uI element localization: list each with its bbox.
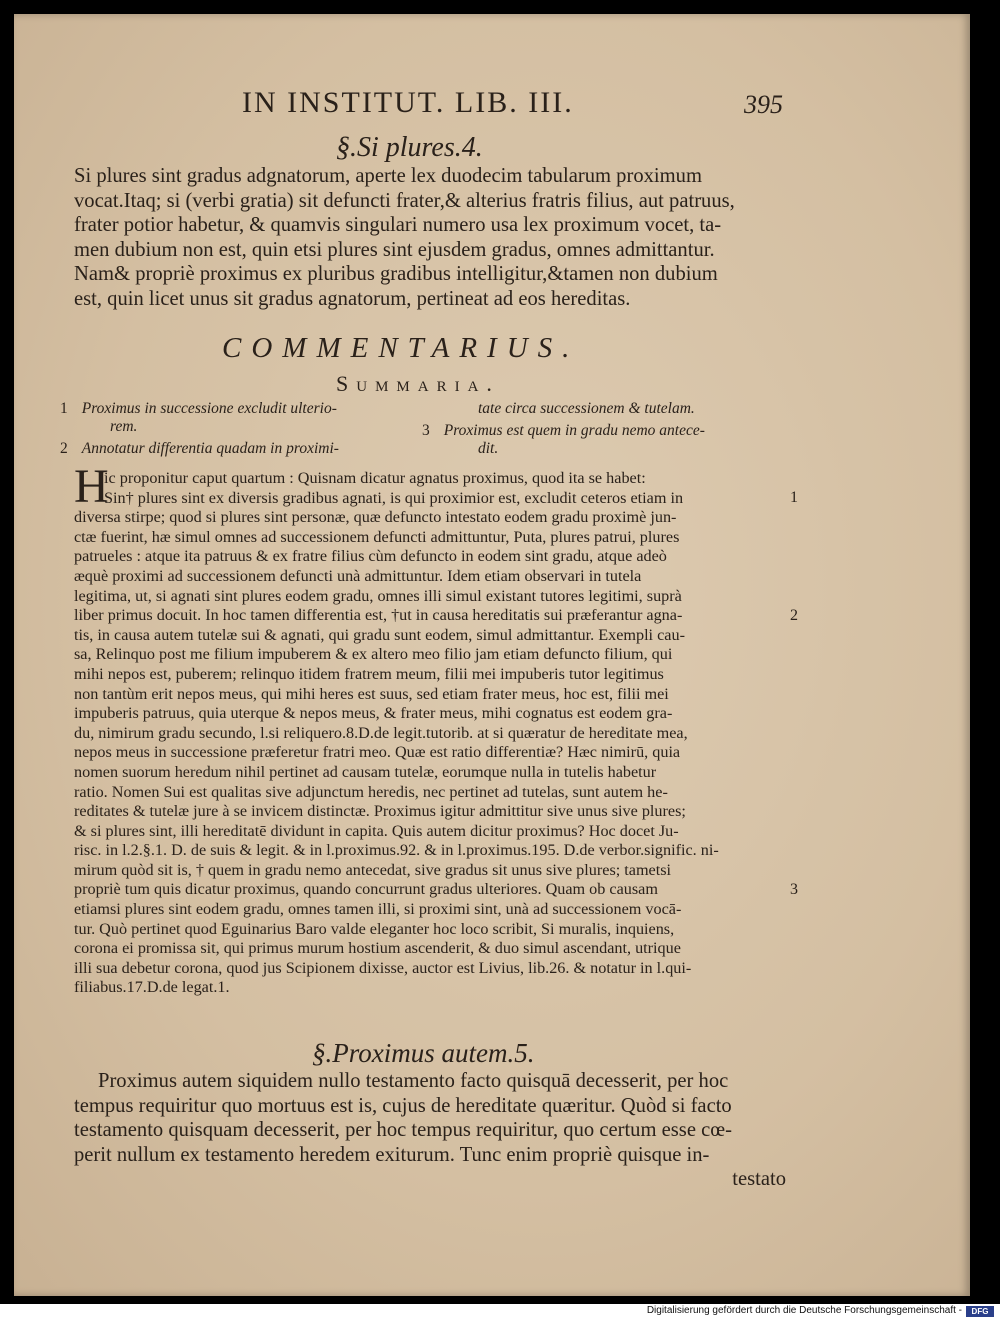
catchword: testato [732,1168,786,1191]
body-line: Sin† plures sint ex diversis gradibus agnati, is qui proximior est, excludit ceteros etiam in [104,488,684,507]
body-line: reditates & tutelæ jure à se invicem distinctæ. Proximus igitur admittitur sive unus sive plures; [74,802,686,821]
text-line: men dubium non est, quin etsi plures sint ejusdem gradus, omnes admittantur. [74,238,715,261]
body-line: etiamsi plures sint eodem gradu, omnes tamen illi, si proximi sint, unà ad successionem vocā- [74,900,682,919]
body-line: æquè proximi ad successionem defuncti unà admittuntur. Idem etiam observari in tutela [74,566,642,585]
body-line: & si plures sint, illi hereditatē dividunt in capita. Quis autem dicitur proximus? Hoc docet Ju- [74,821,679,840]
body-line: tis, in causa autem tutelæ sui & agnati, qui gradu sunt eodem, simul admittantur. Exempli cau- [74,625,685,644]
summary-text: Proximus est quem in gradu nemo antece- [443,422,705,439]
summary-item-2-continued [478,400,778,418]
body-line: risc. in l.2.§.1. D. de suis & legit. & in l.proximus.92. & in l.proximus.195. D.de verbor.signific. ni- [74,841,719,860]
summary-item-3 [422,422,782,458]
body-line: propriè tum quis dicatur proximus, quando concurrunt gradus ulteriores. Quam ob causam [74,880,658,899]
summary-text: rem. [110,418,138,435]
body-line: illi sua debetur corona, quod jus Scipionem dixisse, auctor est Livius, lib.26. & notatur in l.qui- [74,958,692,977]
body-line: legitima, ut, si agnati sint plures eodem gradu, omnes illi simul existant tutores legitimi, suprà [74,586,682,605]
body-line: corona ei promissa sit, qui primus murum hostium ascenderit, & duo simul ascendant, utrique [74,939,681,958]
text-line: Nam& propriè proximus ex pluribus gradibus intelligitur,&tamen non dubium [74,263,718,286]
text-line: tempus requiritur quo mortuus est is, cujus de hereditate quæritur. Quòd si facto [74,1094,732,1117]
body-line: ic proponitur caput quartum : Quisnam dicatur agnatus proximus, quod ita se habet: [104,469,646,487]
summary-number: 3 [422,422,430,439]
book-page [14,14,970,1296]
body-line: non tantùm erit nepos meus, qui mihi heres est suus, sed etiam frater meus, hoc est, filii mei [74,684,669,703]
summary-number: 2 [60,440,68,457]
summary-text: tate circa successionem & tutelam. [478,400,695,417]
margin-number: 3 [790,881,798,898]
body-line: mirum quòd sit is, † quem in gradu nemo antecedat, sive gradus sit unus sive plures; tametsi [74,860,672,879]
running-head [14,86,970,126]
text-line: frater potior habetur, & quamvis singulari numero usa lex proximum vocet, ta- [74,214,722,237]
section-text-si-plures [74,164,786,312]
text-line: est, quin licet unus sit gradus agnatorum, pertineat ad eos hereditas. [74,287,631,310]
dfg-logo: DFG [966,1306,994,1317]
summary-item-2 [60,440,400,458]
commentarius-heading: COMMENTARIUS. [222,332,580,364]
body-line: ratio. Nomen Sui est qualitas sive adjunctum heredis, nec pertinet ad tutelas, sunt autem he- [74,782,668,801]
body-line: tur. Quò pertinet quod Eguinarius Baro valde eleganter hoc loco scribit, Si muralis, inquiens, [74,919,675,938]
margin-number: 2 [790,607,798,624]
page-number: 395 [744,90,783,119]
text-line: perit nullum ex testamento heredem exiturum. Tunc enim propriè quisque in- [74,1143,710,1166]
drop-cap: H [74,460,109,513]
summary-item-1 [60,400,400,436]
body-line: mihi nepos est, puberem; relinquo itidem fratrem meum, filii mei impuberis tutor legitimus [74,664,664,683]
summary-text: Annotatur differentia quadam in proximi- [81,440,339,457]
digitization-credit: Digitalisierung gefördert durch die Deutsche Forschungsgemeinschaft - [646,1305,962,1316]
body-line: patrueles : atque ita patruus & ex fratre filius cùm defuncto in eodem sint gradu, atque adeò [74,547,667,566]
text-line: Proximus autem siquidem nullo testamento facto quisquā decesserit, per hoc [98,1070,729,1092]
body-line: sa, Relinquo post me filium impuberem & ex altero meo filio jam etiam defuncto filium, qui [74,645,673,664]
body-line: diversa stirpe; quod si plures sint personæ, quæ defuncto intestato eodem gradu proximè jun- [74,508,677,527]
summaria-heading: Summaria. [336,371,500,396]
summary-number: 1 [60,400,68,417]
body-line: ctæ fuerint, hæ simul omnes ad successionem defuncti admittuntur, Puta, plures patrui, plures [74,527,680,546]
text-line: vocat.Itaq; si (verbi gratia) sit defuncti frater,& alterius fratris filius, aut patruus, [74,189,735,212]
text-line: testamento quisquam decesserit, per hoc tempus requiritur, quo certum esse cœ- [74,1119,732,1142]
summary-text: Proximus in successione excludit ulterio- [81,400,337,417]
body-line: du, nimirum gradu secundo, l.si reliquero.8.D.de legit.tutorib. at si quæratur de hereditate mea, [74,723,688,742]
body-line: nepos meus in successione præferetur fratri meo. Quæ est ratio differentiæ? Hæc nimirū, quia [74,743,681,762]
text-line: Si plures sint gradus adgnatorum, aperte lex duodecim tabularum proximum [74,165,702,187]
body-line: liber primus docuit. In hoc tamen differentia est, †ut in causa hereditatis sui præferantur agna- [74,606,683,625]
section-heading-proximus-autem: §.Proximus autem.5. [312,1038,535,1068]
body-line: filiabus.17.D.de legat.1. [74,978,230,997]
body-line: nomen suorum heredum nihil pertinet ad causam tutelæ, eorumque nulla in tutelis habetur [74,762,657,781]
body-line: impuberis patruus, quia uterque & nepos meus, & frater meus, mihi cognatus est eodem gra- [74,704,673,723]
section-text-proximus-autem [74,1069,786,1192]
commentary-body [74,469,786,998]
margin-number: 1 [790,489,798,506]
summary-text: dit. [478,440,499,457]
section-heading-si-plures: §.Si plures.4. [336,132,483,163]
running-title: IN INSTITUT. LIB. III. [242,86,574,119]
